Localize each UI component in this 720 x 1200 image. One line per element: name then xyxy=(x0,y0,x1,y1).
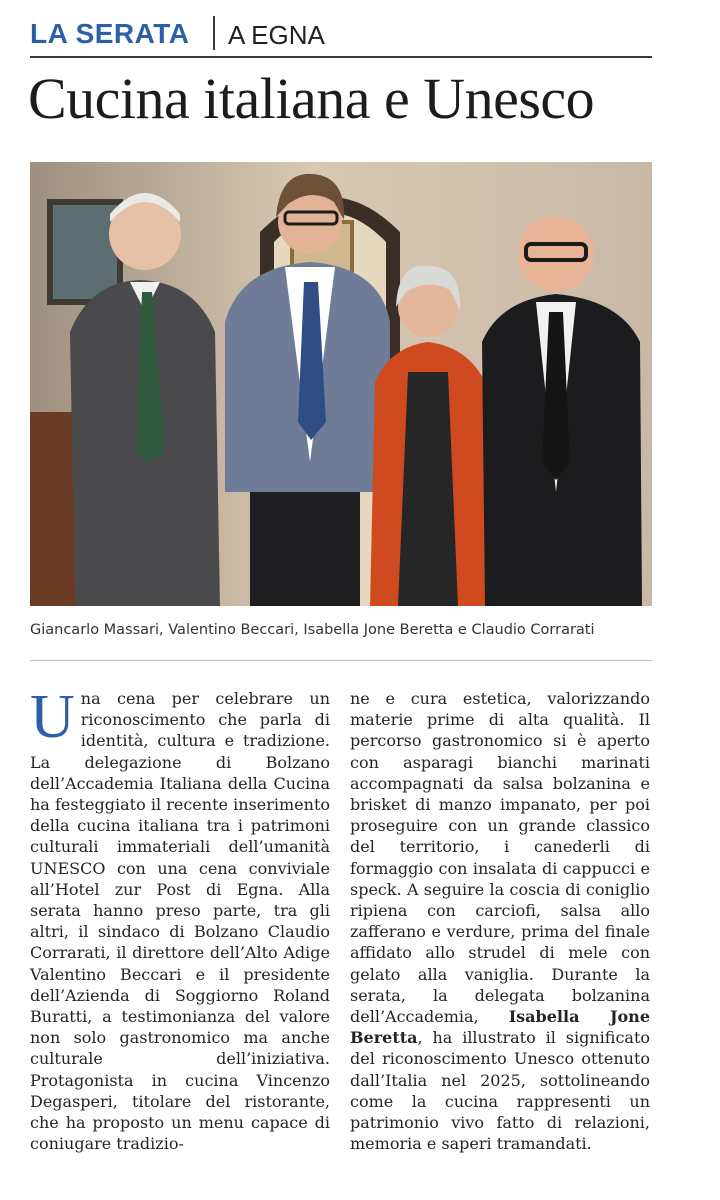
header-divider xyxy=(213,16,215,50)
caption-separator xyxy=(30,660,652,661)
group-photo xyxy=(30,162,652,606)
article-headline: Cucina italiana e Unesco xyxy=(28,66,595,131)
photo-illustration xyxy=(30,162,652,606)
photo-caption: Giancarlo Massari, Valentino Beccari, Isabella Jone Beretta e Claudio Corrarati xyxy=(30,622,595,638)
column-right-text-b: , ha illustrato il significato del riconoscimento Unesco ottenuto dall’Italia nel 2025, sottolineando come la cucina rappresenti un patrimonio vivo fatto di relazioni, memoria e saperi tramandati. xyxy=(350,1028,650,1154)
drop-cap: U xyxy=(30,683,75,751)
section-header xyxy=(30,14,652,58)
location-label: A EGNA xyxy=(228,20,325,50)
delegate-name: Isabella Jone Beretta xyxy=(350,1007,650,1048)
article-column-left xyxy=(30,683,330,1154)
article-column-right xyxy=(350,688,650,1154)
section-label: LA SERATA xyxy=(30,18,190,49)
column-left-text: na cena per celebrare un riconoscimento che parla di identità, cultura e tradizione. La delegazione di Bolzano dell’Accademia Italiana della Cucina ha festeggiato il recente inserimento della cucina italiana tra i patrimoni culturali immateriali dell’umanità UNESCO con una cena conviviale all’Hotel zur Post di Egna. Alla serata hanno preso parte, tra gli altri, il sindaco di Bolzano Claudio Corrarati, il direttore dell’Alto Adige Valentino Beccari e il presidente dell’Azienda di Soggiorno Roland Buratti, a testimonianza del valore non solo gastronomico ma anche culturale dell’iniziativa. Protagonista in cucina Vincenzo Degasperi, titolare del ristorante, che ha proposto un menu capace di coniugare tradizio- xyxy=(30,689,330,1154)
column-right-text-a: ne e cura estetica, valorizzando materie prime di alta qualità. Il percorso gastronomico si è aperto con asparagi bianchi marinati accompagnati da salsa bolzanina e brisket di manzo impanato, per poi proseguire con un grande classico del territorio, i canederli di formaggio con insalata di cappucci e speck. A seguire la coscia di coniglio ripiena con carciofi, salsa allo zafferano e verdure, prima del finale affidato allo strudel di mele con gelato alla vaniglia. Durante la serata, la delegata bolzanina dell’Accademia, xyxy=(350,689,650,1027)
